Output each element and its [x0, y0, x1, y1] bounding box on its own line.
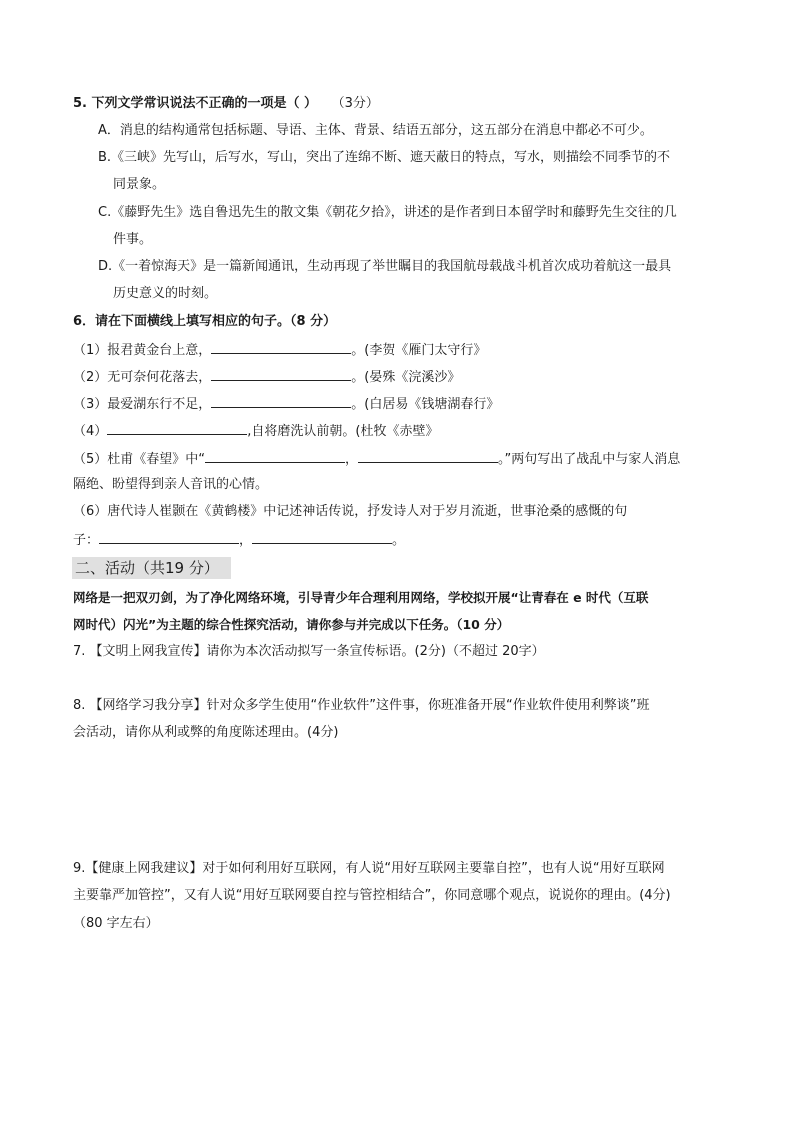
q6-item-6-blank-2[interactable]	[252, 530, 392, 544]
q9-line-1: 9.【健康上网我建议】对于如何利用好互联网，有人说“用好互联网主要靠自控”，也有人说“用好互联网	[73, 861, 665, 876]
section-2-intro-1: 网络是一把双刃剑，为了净化网络环境，引导青少年合理利用网络，学校拟开展“让青春在 e 时代（互联	[73, 590, 649, 605]
q8-line-1: 8. 【网络学习我分享】针对众多学生使用“作业软件”这件事，你班准备开展“作业软件使用利弊谈”班	[73, 698, 650, 713]
q6-item-1-pre: （1）报君黄金台上意，	[73, 343, 212, 358]
q6-item-4	[73, 421, 439, 441]
q5-option-c-cont: 件事。	[113, 232, 153, 247]
q5-option-c: C.《藤野先生》选自鲁迅先生的散文集《朝花夕拾》，讲述的是作者到日本留学时和藤野先生交往的几	[98, 205, 677, 220]
q5-score: （3分）	[331, 96, 379, 111]
section-2-title-end: 分）	[184, 559, 219, 577]
q6-item-5-blank-2[interactable]	[358, 449, 498, 463]
q6-item-2-pre: （2）无可奈何花落去，	[73, 370, 212, 385]
q7-text: 7. 【文明上网我宣传】请你为本次活动拟写一条宣传标语。(2分)（不超过 20字）	[73, 644, 545, 659]
q6-item-2-blank[interactable]	[211, 367, 351, 381]
q6-item-3	[73, 394, 499, 414]
q6-item-4-post: ,自将磨洗认前朝。(杜牧《赤壁》	[247, 424, 439, 439]
q6-item-1	[73, 340, 486, 360]
q6-item-3-pre: （3）最爱湖东行不足，	[73, 397, 212, 412]
q6-item-3-post: 。(白居易《钱塘湖春行》	[351, 397, 500, 412]
q6-item-2-post: 。(晏殊《浣溪沙》	[351, 370, 461, 385]
q6-item-3-blank[interactable]	[211, 394, 351, 408]
q6-item-1-post: 。(李贺《雁门太守行》	[351, 343, 487, 358]
q5-option-d: D.《一着惊海天》是一篇新闻通讯，生动再现了举世瞩目的我国航母载战斗机首次成功着航这一最具	[98, 259, 672, 274]
q6-item-5	[73, 449, 680, 469]
q6-item-4-pre: （4）	[73, 424, 108, 439]
q6-item-1-blank[interactable]	[211, 340, 351, 354]
q6-item-5-post: 。”两句写出了战乱中与家人消息	[498, 452, 681, 467]
q6-item-6: （6）唐代诗人崔颢在《黄鹤楼》中记述神话传说，抒发诗人对于岁月流逝，世事沧桑的感慨的句	[73, 504, 628, 519]
q5-option-a: A．消息的结构通常包括标题、导语、主体、背景、结语五部分，这五部分在消息中都必不可少。	[98, 123, 653, 138]
q6-item-5-cont: 隔绝、盼望得到亲人音讯的心情。	[73, 477, 269, 492]
q6-item-2	[73, 367, 460, 387]
section-2-heading	[72, 557, 231, 579]
q6-item-5-pre: （5）杜甫《春望》中“	[73, 452, 206, 467]
q6-item-5-comma: ，	[345, 452, 359, 467]
q5-option-d-cont: 历史意义的时刻。	[113, 286, 218, 301]
q6-item-6-pre: 子：	[73, 533, 100, 548]
q6-item-6-comma: ，	[239, 533, 253, 548]
q5-stem-text: 5. 下列文学常识说法不正确的一项是（ ）	[73, 96, 318, 111]
q5-option-b: B.《三峡》先写山，后写水，写山，突出了连绵不断、遮天蔽日的特点，写水，则描绘不同季节的不	[98, 150, 671, 165]
q8-line-2: 会活动，请你从利或弊的角度陈述理由。(4分)	[73, 725, 339, 740]
q6-item-5-blank-1[interactable]	[205, 449, 345, 463]
q6-item-4-blank[interactable]	[107, 421, 247, 435]
section-2-intro-2: 网时代）闪光”为主题的综合性探究活动，请你参与并完成以下任务。（10 分）	[73, 617, 510, 632]
q9-line-2: 主要靠严加管控”，又有人说“用好互联网要自控与管控相结合”，你同意哪个观点，说说你的理由。(4分)	[73, 888, 671, 903]
q6-stem: 6．请在下面横线上填写相应的句子。（8 分）	[73, 314, 337, 329]
q5-option-b-cont: 同景象。	[113, 177, 166, 192]
section-2-title: 二、活动（共	[75, 559, 166, 577]
q6-item-6-blank-1[interactable]	[99, 530, 239, 544]
q5-stem	[73, 95, 379, 113]
q6-item-6-cont	[73, 530, 405, 550]
q6-item-6-end: 。	[392, 533, 406, 548]
q9-line-3: （80 字左右）	[73, 916, 159, 931]
section-2-score: 19	[165, 559, 185, 577]
